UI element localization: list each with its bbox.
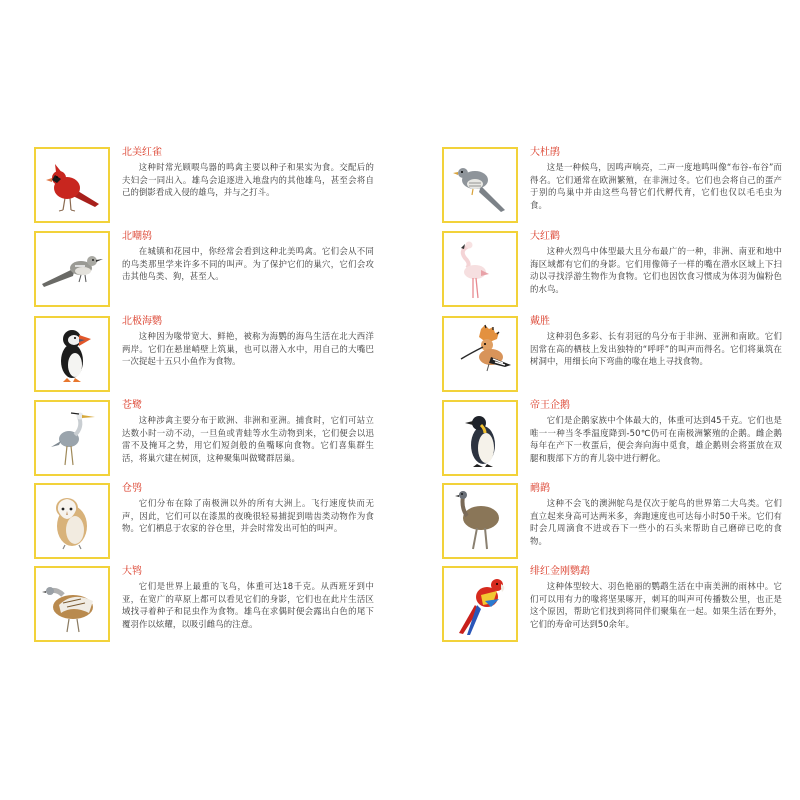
bird-description: 这种时常光顾喂鸟器的鸣禽主要以种子和果实为食。交配后的夫妇会一同出入。雄鸟会追逐进入地盘内的其他雄鸟，甚至会将自己的倒影看成入侵的雄鸟，并与之打斗。 bbox=[122, 162, 374, 198]
bird-title: 北美红雀 bbox=[122, 147, 162, 158]
barn-owl-icon bbox=[37, 486, 107, 556]
bird-description: 这种不会飞的澳洲鸵鸟是仅次于鸵鸟的世界第二大鸟类。它们直立起来身高可达两米多，奔跑速度也可达每小时50千米。它们有时会几周滴食不进或吞下一些小的石头来帮助自己磨碎已吃的食物。 bbox=[530, 498, 782, 546]
bird-description: 这种火烈鸟中体型最大且分布最广的一种，非洲、南亚和地中海区域都有它们的身影。它们用像筛子一样的嘴在潜水区域上下扫动以寻找浮游生物作为食物。它们也因饮食习惯成为体羽为偏粉色的水鸟。 bbox=[530, 246, 782, 294]
bird-title: 大杜鹃 bbox=[530, 147, 560, 158]
bird-image-frame bbox=[34, 483, 110, 559]
bird-entry-hoopoe bbox=[442, 316, 792, 396]
bird-description: 这是一种候鸟，因鸣声响亮，二声一度地鸣叫像“布谷-布谷”而得名。它们通常在欧洲繁殖，在非洲过冬。它们也会将自己的蛋产于别的鸟巢中并由这些鸟替它们代孵代育，它们也仅以毛毛虫为食。 bbox=[530, 162, 782, 210]
bird-title: 帝王企鹅 bbox=[530, 400, 570, 411]
heron-icon bbox=[37, 403, 107, 473]
puffin-icon bbox=[37, 319, 107, 389]
bird-image-frame bbox=[34, 316, 110, 392]
bird-entry-scarlet-macaw bbox=[442, 566, 792, 646]
bird-title: 戴胜 bbox=[530, 316, 550, 327]
bird-entry-bustard bbox=[34, 566, 384, 646]
emperor-penguin-icon bbox=[445, 403, 515, 473]
bird-image-frame bbox=[442, 483, 518, 559]
bird-title: 仓鸮 bbox=[122, 483, 142, 494]
bird-entry-barn-owl bbox=[34, 483, 384, 563]
emu-icon bbox=[445, 486, 515, 556]
bird-title: 大鸨 bbox=[122, 566, 142, 577]
bird-title: 鸸鹋 bbox=[530, 483, 550, 494]
bird-description: 这种涉禽主要分布于欧洲、非洲和亚洲。捕食时，它们可站立达数小时一动不动，一旦鱼或青蛙等水生动物到来，它们便会以迅雷不及掩耳之势，用它们短剑般的鱼嘴啄向食物。它们喜集群生活，将巢穴建在树顶，这种聚集叫做鹭群居巢。 bbox=[122, 415, 374, 463]
hoopoe-icon bbox=[445, 319, 515, 389]
bird-image-frame bbox=[34, 231, 110, 307]
bird-description: 它们是世界上最重的飞鸟，体重可达18千克。从西班牙到中亚，在宽广的草原上都可以看见它们的身影，它们也在此片生活区域找寻着种子和昆虫作为食物。雄鸟在求偶时便会露出白色的尾下覆羽作以炫耀，以吸引雌鸟的注意。 bbox=[122, 581, 374, 629]
bird-description: 在城镇和花园中，你经常会看到这种北美鸣禽。它们会从不同的鸟类那里学来许多不同的叫声。为了保护它们的巢穴，它们会攻击其他鸟类、狗，甚至人。 bbox=[122, 246, 374, 282]
bird-image-frame bbox=[34, 147, 110, 223]
bird-image-frame bbox=[442, 316, 518, 392]
bird-image-frame bbox=[442, 566, 518, 642]
bird-entry-emperor-penguin bbox=[442, 400, 792, 480]
bird-description: 这种羽色多彩、长有羽冠的鸟分布于非洲、亚洲和南欧。它们因常在高的栖枝上发出独特的“呼呼”的叫声而得名。它们将巢筑在树洞中，用细长向下弯曲的喙在地上寻找食物。 bbox=[530, 331, 782, 367]
bird-entry-cardinal bbox=[34, 147, 384, 227]
macaw-icon bbox=[445, 569, 515, 639]
bird-entry-mockingbird bbox=[34, 231, 384, 311]
cuckoo-icon bbox=[445, 150, 515, 220]
mockingbird-icon bbox=[37, 234, 107, 304]
bird-entry-emu bbox=[442, 483, 792, 563]
bird-title: 苍鹭 bbox=[122, 400, 142, 411]
bird-entry-puffin bbox=[34, 316, 384, 396]
bird-entry-heron bbox=[34, 400, 384, 480]
bird-image-frame bbox=[442, 400, 518, 476]
bustard-icon bbox=[37, 569, 107, 639]
cardinal-icon bbox=[37, 150, 107, 220]
bird-image-frame bbox=[34, 566, 110, 642]
bird-entry-cuckoo bbox=[442, 147, 792, 227]
flamingo-icon bbox=[445, 234, 515, 304]
bird-title: 北嘲鸫 bbox=[122, 231, 152, 242]
bird-title: 北极海鹦 bbox=[122, 316, 162, 327]
bird-entry-flamingo bbox=[442, 231, 792, 311]
bird-image-frame bbox=[34, 400, 110, 476]
bird-description: 它们是企鹅家族中个体最大的，体重可达到45千克。它们也是唯一一种当冬季温度降到-50℃仍可在南极洲繁殖的企鹅。雌企鹅每年在产下一枚蛋后，便会奔向海中觅食，雄企鹅则会将蛋放在双腿和腹部下方的育儿袋中进行孵化。 bbox=[530, 415, 782, 463]
bird-image-frame bbox=[442, 147, 518, 223]
bird-description: 这种体型较大、羽色艳丽的鹦鹉生活在中南美洲的雨林中。它们可以用有力的喙将坚果啄开，刺耳的叫声可传播数公里，也正是这个原因，帮助它们找到将同伴们聚集在一起。如果生活在野外，它们的寿命可达到50余年。 bbox=[530, 581, 782, 629]
bird-image-frame bbox=[442, 231, 518, 307]
bird-title: 绯红金刚鹦鹉 bbox=[530, 566, 590, 577]
bird-title: 大红鹳 bbox=[530, 231, 560, 242]
bird-description: 它们分布在除了南极洲以外的所有大洲上。飞行速度快而无声，因此，它们可以在漆黑的夜晚很轻易捕捉到啮齿类动物作为食物。它们栖息于农家的谷仓里，并会时常发出可怕的叫声。 bbox=[122, 498, 374, 534]
bird-description: 这种因为喙带宽大、鲜艳，被称为海鹦的海鸟生活在北大西洋两岸。它们在悬崖峭壁上筑巢，也可以潜入水中，用自己的大嘴巴一次捉起十五只小鱼作为食物。 bbox=[122, 331, 374, 367]
